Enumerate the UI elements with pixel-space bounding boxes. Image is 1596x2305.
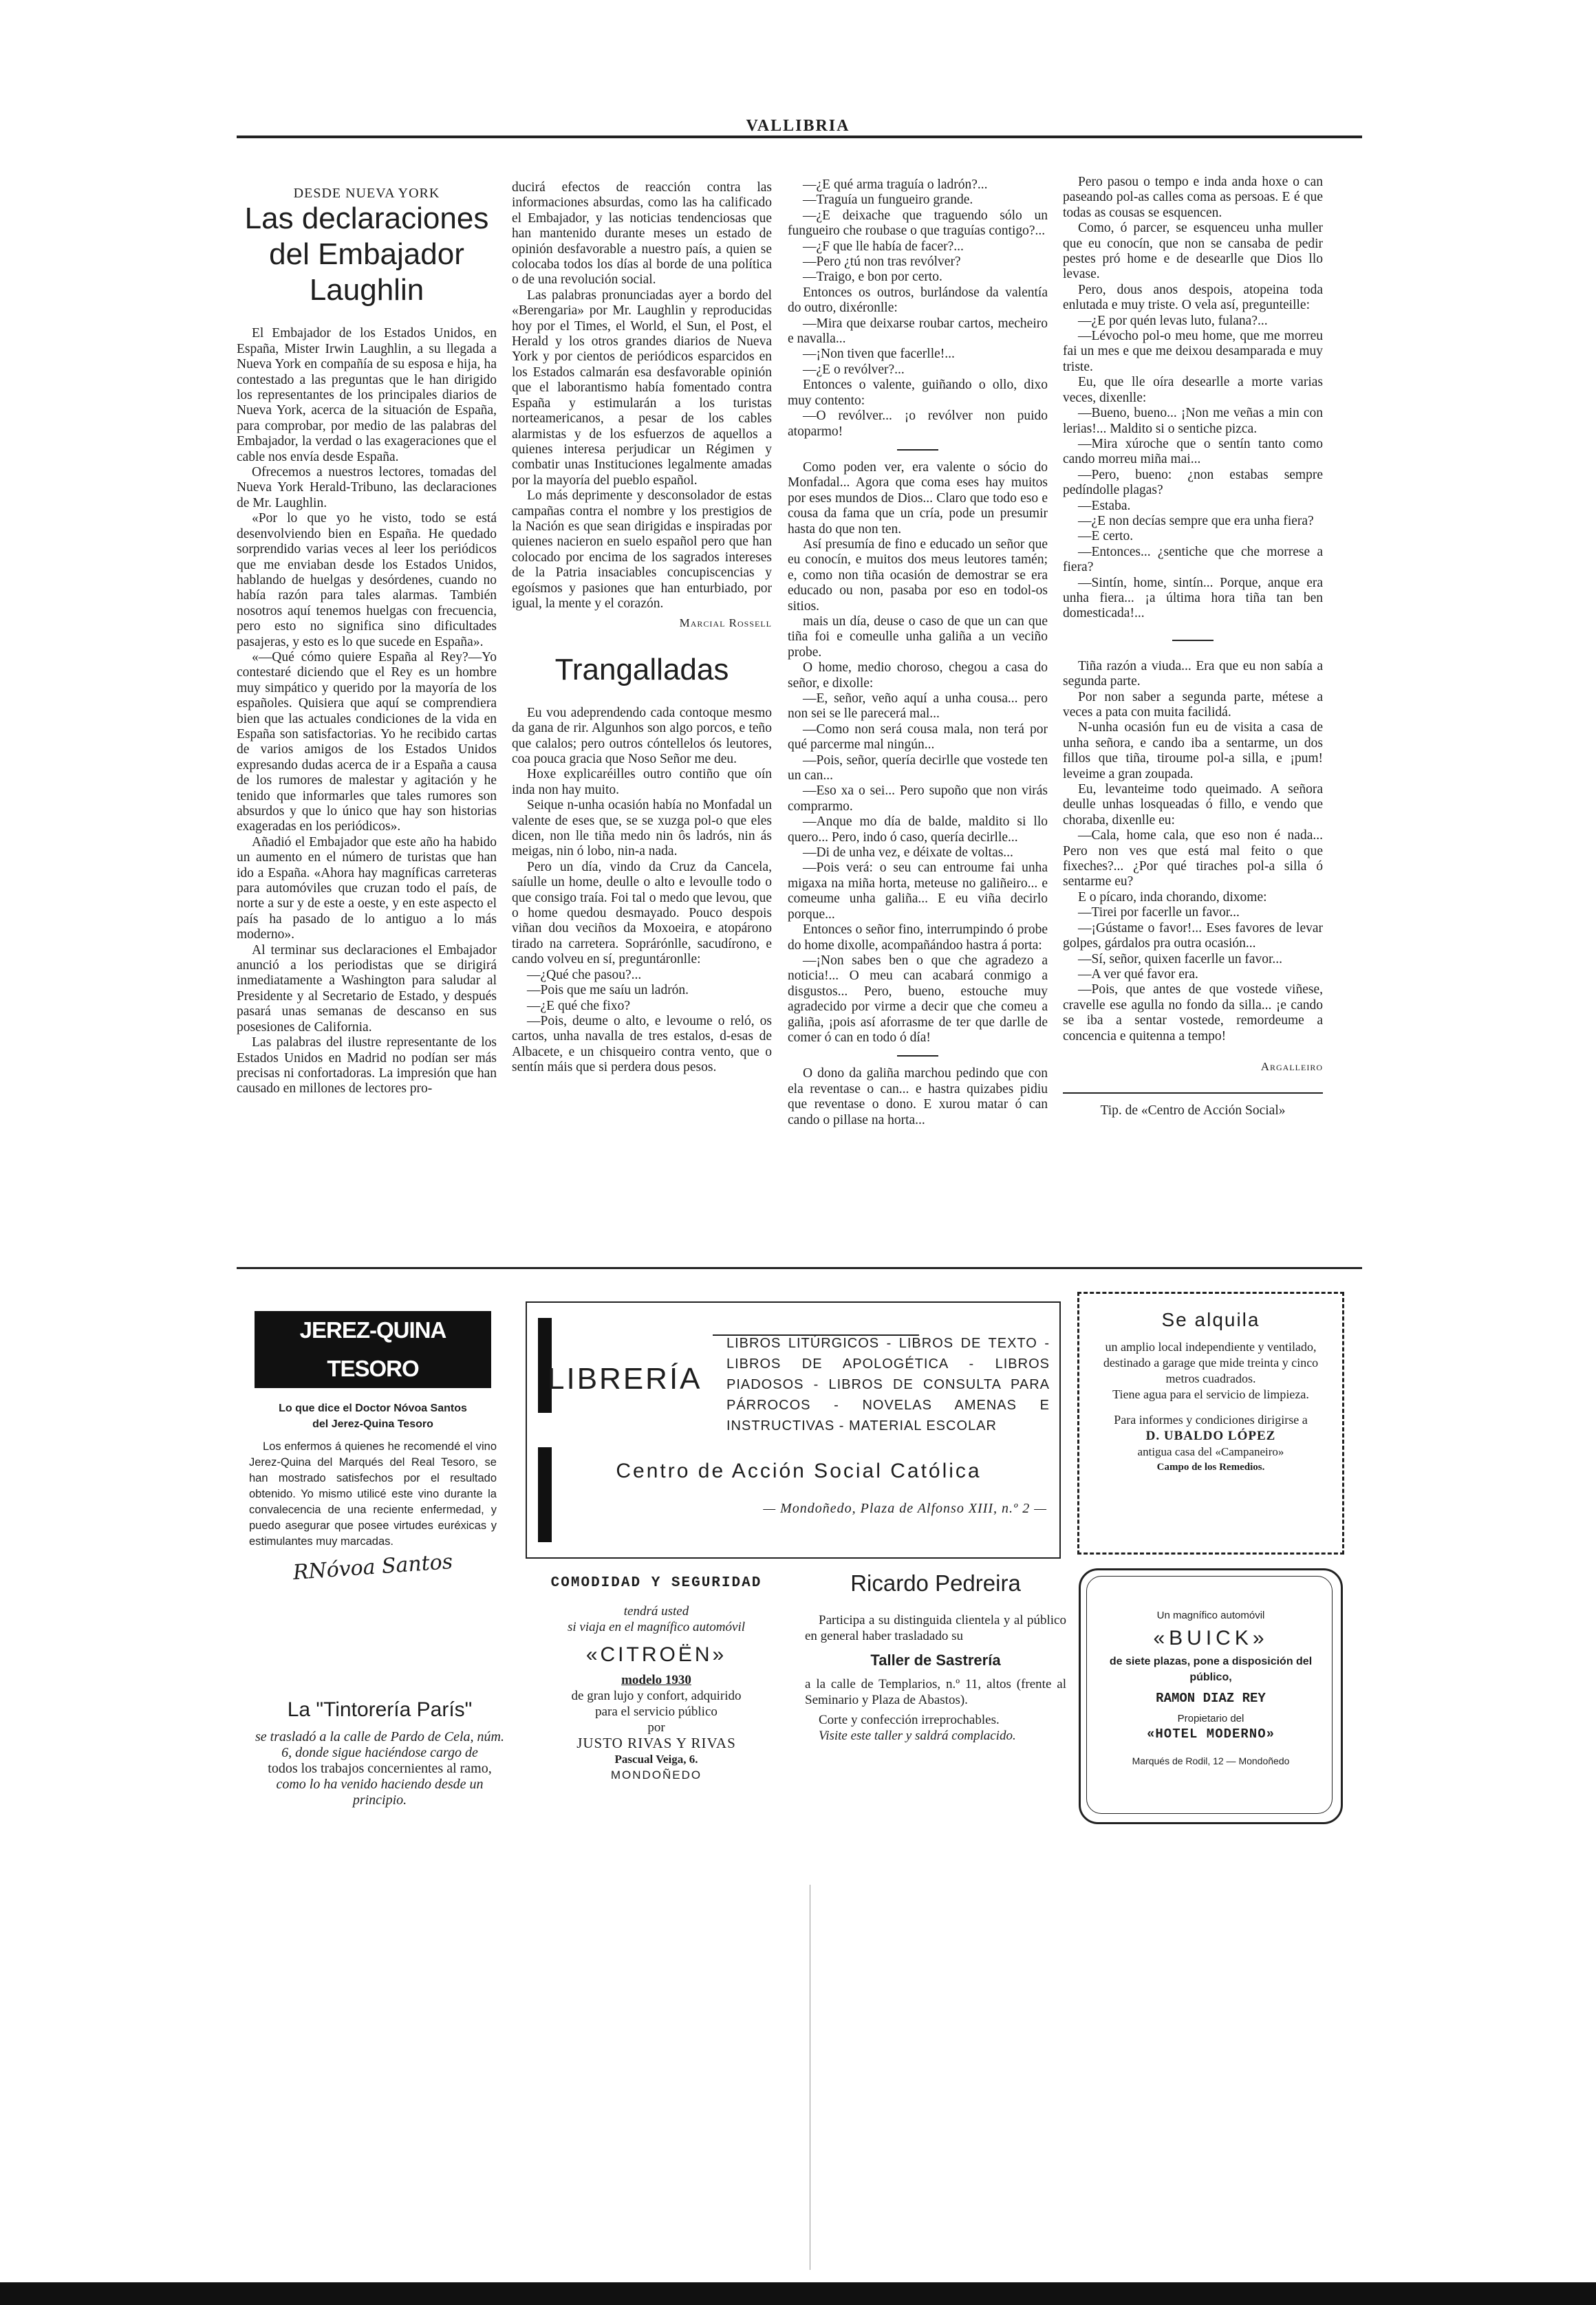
ad-content [1092, 1308, 1330, 1475]
paragraph: —¿F que lle había de facer?... [803, 239, 964, 254]
ad-body: todos los trabajos concernientes al ramo, [268, 1761, 492, 1776]
article-kicker: DESDE NUEVA YORK [293, 186, 440, 201]
paragraph: Pero, dous anos despois, atopeina toda enlutada e muy triste. O vela así, pregunteille: [1063, 282, 1323, 313]
column-4 [1063, 175, 1323, 1119]
ad-title: Se alquila [1161, 1309, 1260, 1330]
paragraph: «Por lo que yo he visto, todo se está desenvolviendo bien en España. He quedado sorprendido varias veces al leer los periódicos que me enviaban desde los Estados Unidos, hablando de huelgas y desórdenes, cuando no había razón para tales alarmas. También nosotros aquí tenemos huelgas con frecuencia, pero esto no significa sino dificultades pasajeras, y esto es lo que sucede en España». [237, 511, 497, 649]
ad-shop-name: Taller de Sastrería [870, 1652, 1001, 1669]
ad-city: MONDOÑEDO [610, 1768, 702, 1782]
paragraph: —Traguía un fungueiro grande. [803, 193, 973, 208]
ad-title: La "Tintorería París" [287, 1698, 473, 1721]
section-separator [897, 449, 938, 451]
article-signature: Marcial Rossell [679, 616, 772, 630]
ad-body: de siete plazas, pone a disposición del público, [1109, 1656, 1313, 1683]
page-header-title: VALLIBRIA [746, 117, 850, 135]
paragraph: Pero un día, vindo da Cruz da Cancela, saíulle un home, deulle o alto e levoulle todo o que consigo traía. Foi tal o medo que levou, que o home quedou desmayado. Pouco despois viñan dou veciños da Moxoeira, e atopárono tirado na carretera. Soprárónlle, sacudírono, e cando volveu en sí, preguntáronlle: [512, 859, 772, 967]
paragraph: —Anque mo día de balde, maldito si llo quero... Pero, indo ó caso, quería decirlle... [788, 814, 1048, 845]
ad-subtitle: Lo que dice el Doctor Nóvoa Santos [279, 1403, 467, 1414]
paragraph: —Di de unha vez, e déixate de voltas... [803, 845, 1013, 861]
ad-body: por [647, 1720, 665, 1735]
paragraph: Por non saber a segunda parte, métese a veces a pata con muita facilidá. [1063, 689, 1323, 719]
ad-libreria [526, 1301, 1061, 1559]
imprint-rule [1063, 1092, 1323, 1094]
printer-imprint: Tip. de «Centro de Acción Social» [1100, 1103, 1286, 1118]
paragraph: —¿E por quén levas luto, fulana?... [1078, 313, 1268, 328]
paragraph: E o pícaro, inda chorando, dixome: [1078, 889, 1267, 905]
ad-se-alquila [1077, 1292, 1344, 1555]
paragraph: —Cala, home cala, que eso non é nada... Pero non ves que está mal feito o que fixeches?... ¿Por qué tiraches pol-a silla ó sentarme eu? [1063, 828, 1323, 889]
ad-body: un amplio local independiente y ventilado, destinado a garage que mide treinta y cinco metros cuadrados. [1103, 1340, 1319, 1385]
ad-book-list: LIBROS LITÚRGICOS - LIBROS DE TEXTO - LIBROS DE APOLOGÉTICA - LIBROS PIADOSOS - LIBROS DE CONSULTA PARA PÁRROCOS - NOVELAS AMENAS E INSTRUCTIVAS - MATERIAL ESCOLAR [726, 1336, 1050, 1433]
paragraph: Añadió el Embajador que este año ha habido un aumento en el número de turistas que han ido a España. «Ahora hay magníficas carreteras para automóviles que cruzan todo el país, de norte a sur y de este a oeste, y en este aspecto el país ha pasado de lo antiguo a lo más moderno». [237, 834, 497, 942]
paragraph: —Mira xúroche que o sentín tanto como cando morreu miña mai... [1063, 436, 1323, 467]
ad-body: tendrá usted [623, 1604, 689, 1619]
paragraph: —Lévocho pol-o meu home, que me morreu fai un mes e que me deixou desamparada e muy triste. [1063, 329, 1323, 374]
ad-body: Un magnífico automóvil [1156, 1610, 1265, 1621]
ad-body: de gran lujo y confort, adquirido [571, 1689, 742, 1703]
paragraph: —Pois que me saíu un ladrón. [527, 983, 689, 998]
paragraph: Lo más deprimente y desconsolador de estas campañas contra el nombre y los prestigios de la Nación es que sean dirigidas e inspiradas por quienes nacieron en suelo español pero que han colocado por encima de los sagrados intereses de la Patria insaciables concupiscencias y egoísmos y pasiones que han enturbiado, por igual, la mente y el corazón. [512, 488, 772, 611]
column-3 [788, 177, 1048, 1128]
article-headline-2: Trangalladas [554, 652, 729, 686]
paragraph: El Embajador de los Estados Unidos, en España, Mister Irwin Laughlin, a su llegada a Nueva York en compañía de su esposa e hija, ha contestado a las preguntas que le han dirigido los representantes de los principales diarios de Nueva York, acerca de la situación de España, para comprobar, por medio de las palabras del Embajador, la verdad o las exageraciones que el cable nos envía desde España. [237, 326, 497, 464]
paragraph: —¡Non tiven que facerlle!... [803, 347, 955, 362]
article-headline: Las declaraciones del Embajador Laughlin [244, 202, 489, 307]
ad-hotel: «HOTEL MODERNO» [1146, 1727, 1275, 1742]
paragraph: —¿E deixache que traguendo sólo un fungueiro che roubase o que traguías contigo?... [788, 208, 1048, 239]
paragraph: —Mira que deixarse roubar cartos, mecheiro e navalla... [788, 316, 1048, 347]
ad-citroen [526, 1575, 787, 1783]
ad-subtitle: del Jerez-Quina Tesoro [312, 1418, 433, 1430]
ad-body: Tiene agua para el servicio de limpieza. [1112, 1387, 1309, 1401]
paragraph: Las palabras pronunciadas ayer a bordo del «Berengaria» por Mr. Laughlin y reproducidas hoy por el Times, el World, el Sun, el Post, el Herald y los otros grandes diarios de Nueva York y por cientos de periódicos esparcidos en los Estados calmarán esa desfavorable opinión que el laborantismo había fomentado contra España y estimularán a los turistas norteamericanos, a pesar de los cables alarmistas y de los esfuerzos de aquellos a quienes interesa perjudicar un Régimen y combatir unas Instituciones legalmente amadas por la mayoría del pueblo español. [512, 288, 772, 488]
paragraph: —¿E qué arma traguía o ladrón?... [803, 177, 988, 192]
ad-content [1096, 1608, 1326, 1769]
ad-address: Pascual Veiga, 6. [614, 1753, 698, 1766]
paragraph: Eu vou adeprendendo cada contoque mesmo da gana de rir. Algunhos son algo porcos, e teño que calalos; pero outros cóntellelos ós leutores, coa pouca gracia que Noso Señor me deu. [512, 705, 772, 766]
ad-body: Propietario del [1177, 1713, 1244, 1724]
ad-body: Para informes y condiciones dirigirse a [1114, 1413, 1308, 1427]
paragraph: —¿Qué che pasou?... [527, 967, 642, 982]
paragraph: Entonces os outros, burlándose da valentía do outro, dixéronlle: [788, 285, 1048, 316]
ad-body: antigua casa del «Campaneiro» [1137, 1445, 1284, 1458]
paragraph: Así presumía de fino e educado un señor que eu conocín, e muitos dos meus leutores tamén; e, como non tiña ocasión de demostrar se era educado ou non, pasaba por eso en todol-os sitios. [788, 537, 1048, 614]
ad-pedreira [805, 1568, 1066, 1744]
paragraph: —¿E o revólver?... [803, 362, 905, 377]
ad-address: — Mondoñedo, Plaza de Alfonso XIII, n.º 2 — [763, 1501, 1047, 1516]
paragraph: Seique n-unha ocasión había no Monfadal un valente de eses que, se se xuzga pol-o que eles dicen, non lle tiña medo nin ôs ladrós, nin ás meigas, nin ó lobo, nin-a nada. [512, 798, 772, 859]
paragraph: —Pois, señor, quería decirlle que vostede ten un can... [788, 753, 1048, 783]
paragraph: Las palabras del ilustre representante de los Estados Unidos en Madrid no podían ser más precisas ni confortadoras. La impresión que han causado en millones de lectores pro- [237, 1035, 497, 1096]
paragraph: —Pero ¿tú non tras revólver? [803, 255, 961, 270]
paragraph: —Traigo, e bon por certo. [803, 270, 942, 285]
paragraph: N-unha ocasión fun eu de visita a casa de unha señora, e cando iba a sentarme, un dos fillos que tiña, tiroume pol-a silla, e ¡pum! leveime a gran zoupada. [1063, 720, 1323, 781]
ad-owner: RAMON DIAZ REY [1156, 1691, 1266, 1706]
paragraph: Entonces o señor fino, interrumpindo ó probe do home dixolle, acompañándoo hastra á porta: [788, 922, 1048, 953]
paragraph: —Sintín, home, sintín... Porque, anque era unha fiera... ¡a última hora tiña tan ben domesticada!... [1063, 575, 1323, 621]
ad-title: LIBRERÍA [548, 1362, 702, 1396]
ad-jerez-quina [249, 1311, 497, 1586]
paragraph: —Pero, bueno: ¿non estabas sempre pedíndolle plagas? [1063, 467, 1323, 498]
paragraph: —Estaba. [1078, 498, 1131, 513]
paragraph: Hoxe explicaréilles outro contiño que oín inda non hay muito. [512, 767, 772, 797]
column-1 [237, 186, 497, 1097]
paragraph: —Eso xa o sei... Pero supoño que non virás comprarmo. [788, 783, 1048, 814]
paragraph: —Pois, que antes de que vostede viñese, cravelle ese agulla no fondo da silla... ¡e cando se iba a sentar vostede, remordeume a concencia e quitenna a tempo! [1063, 982, 1323, 1043]
handwritten-signature: RNóvoa Santos [292, 1549, 454, 1586]
paragraph: —¿E non decías sempre que era unha fiera? [1078, 513, 1314, 528]
ad-owner: Centro de Acción Social Católica [616, 1460, 982, 1482]
ad-body: Corte y confección irreprochables. [819, 1713, 1000, 1727]
ad-body: Visite este taller y saldrá complacido. [819, 1729, 1016, 1743]
ad-brand-banner: JEREZ-QUINA TESORO [255, 1311, 491, 1388]
paragraph: —¡Non sabes ben o que che agradezo a noticia!... O meu can acabará conmigo a disgustos... Pero, bueno, estouche muy agradecido por virme a decir que che comeu a galiña, ¡pois así aforrasme de ter que darlle de comer ó can en todo ó día! [788, 953, 1048, 1045]
paragraph: —Pois, deume o alto, e levoume o reló, os cartos, unha navalla de tres estalos, d-esas de Albacete, e un chisqueiro contra vento, que o sentín máis que si perdera dous pesos. [512, 1013, 772, 1075]
paragraph: ducirá efectos de reacción contra las informaciones absurdas, como las ha calificado el Embajador, y las noticias tendenciosas que han mantenido durante meses un estado de opinión desfavorable a nuestro país, a quien se colocaba todos los días al borde de una política o de una revolución social. [512, 180, 772, 288]
paragraph: Eu, que lle oíra desearlle a morte varias veces, dixenlle: [1063, 375, 1323, 405]
ad-body: Los enfermos á quienes he recomendé el vino Jerez-Quina del Marqués del Real Tesoro, se han mostrado satisfechos por el resultado obtenido. Yo mismo utilicé este vino durante la convalecencia de una reciente enfermedad, y puedo asegurar que posee virtudes euréxicas y estimulantes muy marcadas. [249, 1440, 497, 1548]
paragraph: —Bueno, bueno... ¡Non me veñas a min con lerias!... Maldito si o sentiche pizca. [1063, 406, 1323, 436]
ad-title: Ricardo Pedreira [850, 1570, 1021, 1596]
ad-body: se trasladó a la calle de Pardo de Cela, núm. 6, donde sigue haciéndose cargo de [255, 1729, 504, 1760]
ad-body: para el servicio público [595, 1705, 718, 1719]
ads-divider [237, 1267, 1362, 1269]
paragraph: O home, medio choroso, chegou a casa do señor, e dixolle: [788, 660, 1048, 691]
paragraph: Como poden ver, era valente o sócio do Monfadal... Agora que coma eses hay muitos por eses mundos de Dios... Claro que todo eso e cousa da fama que un cría, pode un presumir hasta do que non ten. [788, 459, 1048, 537]
ad-buick [1079, 1568, 1343, 1824]
paragraph: —Entonces... ¿sentiche que che morrese a fiera? [1063, 544, 1323, 575]
ad-body: si viaja en el magnífico automóvil [567, 1620, 746, 1634]
paragraph: —Sí, señor, quixen facerlle un favor... [1078, 951, 1283, 966]
paragraph: —Tirei por facerlle un favor... [1078, 905, 1240, 920]
section-separator [897, 1055, 938, 1057]
ad-address: Marqués de Rodil, 12 — Mondoñedo [1132, 1755, 1290, 1766]
ad-body: Participa a su distinguida clientela y al público en general haber trasladado su [805, 1613, 1066, 1643]
header-rule [237, 136, 1362, 138]
paragraph: O dono da galiña marchou pedindo que con ela reventase o can... e hastra quizabes pidiu que reventase o dono. E xurou matar ó can cando o pillase na horta... [788, 1066, 1048, 1127]
section-separator [1172, 640, 1214, 641]
paragraph: Pero pasou o tempo e inda anda hoxe o can paseando pol-as calles coma as persoas. E é que todas as cousas se esquencen. [1063, 175, 1323, 220]
paragraph: —A ver qué favor era. [1078, 966, 1198, 982]
paragraph: Tiña razón a viuda... Era que eu non sabía a segunda parte. [1063, 658, 1323, 689]
paragraph: —¡Gústame o favor!... Eses favores de levar golpes, gárdalos pra outra ocasión... [1063, 920, 1323, 951]
ad-brand: «CITROËN» [585, 1643, 727, 1666]
paragraph: —¿E qué che fixo? [527, 998, 630, 1013]
paragraph: Entonces o valente, guiñando o ollo, dixo muy contento: [788, 378, 1048, 408]
paragraph: Al terminar sus declaraciones el Embajador anunció a los periodistas que se dirigirá inmediatamente a Washington para saludar al Presidente y al Secretario de Estado, y después pasará unas semanas de descanso en sus posesiones de California. [237, 942, 497, 1035]
ad-owner: JUSTO RIVAS Y RIVAS [576, 1735, 736, 1751]
ad-brand: «BUICK» [1153, 1627, 1269, 1649]
ad-model: modelo 1930 [621, 1673, 691, 1687]
column-2 [512, 180, 772, 1076]
paragraph: —Como non será cousa mala, non terá por qué parcerme mal ningún... [788, 722, 1048, 753]
scan-bottom-band [0, 2282, 1596, 2305]
article-signature: Argalleiro [1260, 1059, 1323, 1073]
paragraph: mais un día, deuse o caso de que un can que tiña foi e comeulle unha galiña a un veciño probe. [788, 614, 1048, 660]
ad-contact-name: D. UBALDO LÓPEZ [1145, 1429, 1276, 1443]
ad-tintoreria [249, 1696, 510, 1808]
paragraph: Ofrecemos a nuestros lectores, tomadas del Nueva York Herald-Tribuno, las declaraciones de Mr. Laughlin. [237, 465, 497, 510]
paragraph: —E, señor, veño aquí a unha cousa... pero non sei se lle parecerá mal... [788, 691, 1048, 722]
ad-body: Campo de los Remedios. [1156, 1462, 1265, 1473]
paragraph: —Pois verá: o seu can entroume fai unha migaxa na miña horta, meteuse no galiñeiro... e comeume unha galiña... E eu viña decirlo porque... [788, 861, 1048, 922]
paragraph: —O revólver... ¡o revólver non puido atoparmo! [788, 409, 1048, 439]
ad-body: a la calle de Templarios, n.º 11, altos (frente al Seminario y Plaza de Abastos). [805, 1677, 1066, 1707]
paragraph: —E certo. [1078, 529, 1134, 544]
ad-body: como lo ha venido haciendo desde un principio. [276, 1777, 484, 1808]
ad-title: COMODIDAD Y SEGURIDAD [550, 1575, 762, 1591]
paragraph: «—Qué cómo quiere España al Rey?—Yo contestaré diciendo que el Rey es un hombre muy simpático y querido por la mayoría de los españoles. Quisiera que aquí se comprendiera bien que las actuales condiciones de la vida en España son satisfactorias. Yo he recibido cartas de varios amigos de los Estados Unidos expresando dudas acerca de ir a España a causa de los rumores de malestar y agitación y he tenido que informarles que tales rumores son absurdos y que lo único que hay son historias exageradas en los periódicos». [237, 649, 497, 834]
paragraph: Como, ó parcer, se esquenceu unha muller que eu conocín, que non se cansaba de pedir pestes pró home e de desearlle que Dios llo levase. [1063, 221, 1323, 282]
paragraph: Eu, levanteime todo queimado. A señora deulle unhas losqueadas ó fillo, e vendo que choraba, dixenlle eu: [1063, 782, 1323, 827]
